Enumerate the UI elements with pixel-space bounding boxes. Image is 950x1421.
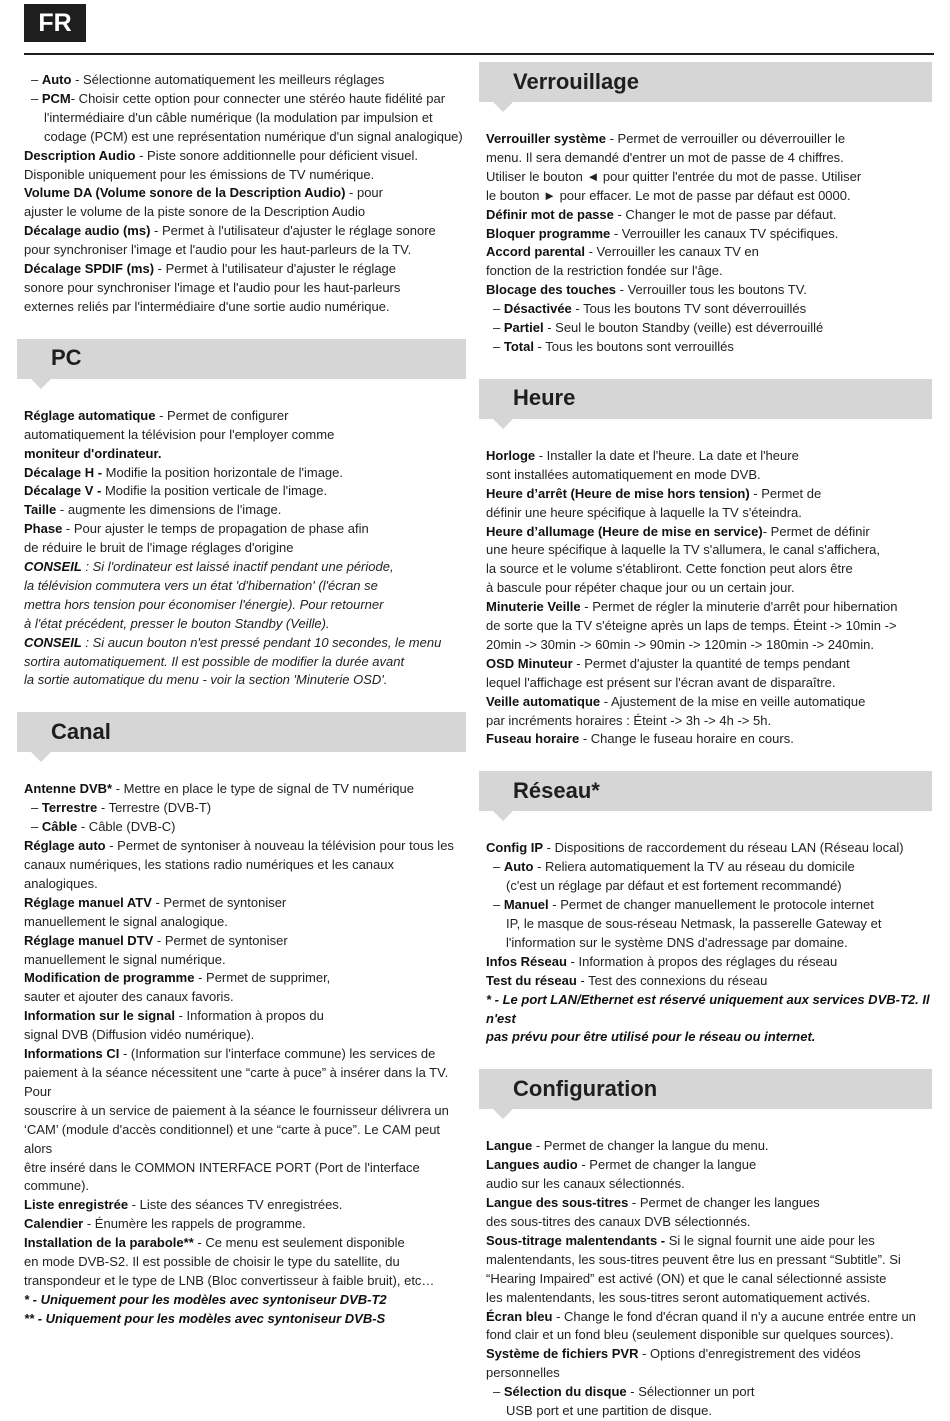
term-label: Total <box>503 338 534 354</box>
footnote: pas prévu pour être utilisé pour le réseau ou internet. <box>486 1029 816 1045</box>
term-label: Décalage H - <box>24 464 103 480</box>
description-text: - Ajustement de la mise en veille automatique <box>600 693 866 709</box>
text-line <box>24 1159 466 1197</box>
text-line <box>24 298 466 317</box>
description-text: l'information sur le système DNS d'adressage par domaine. <box>506 934 848 950</box>
term-label: Définir mot de passe <box>486 206 614 222</box>
footnote: * - Le port LAN/Ethernet est réservé uniquement aux services DVB-T2. Il n'est <box>486 991 930 1026</box>
description-text: mettra hors tension pour économiser l'énergie). Pour retourner <box>24 596 384 612</box>
text-line <box>24 671 466 690</box>
description-text: menu. Il sera demandé d'entrer un mot de passe de 4 chiffres. <box>486 149 844 165</box>
text-line <box>486 579 932 598</box>
canal-section <box>24 780 466 1328</box>
description-text: - Permet de <box>749 485 822 501</box>
text-line <box>24 166 466 185</box>
text-line <box>24 780 466 799</box>
text-line <box>24 426 466 445</box>
text-line <box>486 991 932 1029</box>
text-line <box>486 168 932 187</box>
text-line <box>24 1045 466 1064</box>
description-text: : Si l'ordinateur est laissé inactif pendant une période, <box>81 559 394 575</box>
description-text: paiement à la séance nécessitent une “carte à puce” à insérer dans la TV. Pour <box>24 1064 449 1099</box>
term-label: Minuterie Veille <box>486 599 581 615</box>
description-text: - Options d'enregistrement des vidéos personnelles <box>486 1346 861 1381</box>
description-text: - Verrouiller les canaux TV en <box>584 244 759 260</box>
text-line <box>486 877 932 896</box>
term-label: Langue des sous-titres <box>486 1195 629 1211</box>
term-label: Manuel <box>503 897 549 913</box>
text-line <box>24 1007 466 1026</box>
term-label: moniteur d'ordinateur. <box>24 445 162 461</box>
description-text: ajuster le volume de la piste sonore de la Description Audio <box>24 204 366 220</box>
text-line <box>24 128 466 147</box>
term-label: PCM <box>41 90 71 106</box>
text-line <box>486 730 932 749</box>
description-text: - Information à propos du <box>174 1008 324 1024</box>
right-column <box>486 62 932 1421</box>
description-text: - Information à propos des réglages du réseau <box>566 953 838 969</box>
description-text: - Permet de définir <box>762 523 870 539</box>
text-line <box>486 523 932 542</box>
section-banner-heure: Heure <box>479 379 932 419</box>
description-text: “Hearing Impaired” est activé (ON) et que le canal sélectionné assiste <box>486 1270 887 1286</box>
text-line <box>24 1291 466 1310</box>
list-item <box>24 818 466 837</box>
text-line <box>486 1213 932 1232</box>
description-text: une heure spécifique à laquelle la TV s'allumera, le canal s'affichera, <box>486 542 880 558</box>
term-label: Information sur le signal <box>24 1008 175 1024</box>
configuration-section <box>486 1137 932 1421</box>
term-label: OSD Minuteur <box>486 655 573 671</box>
description-text: - Tous les boutons sont verrouillés <box>533 338 734 354</box>
term-label: Taille <box>24 502 57 518</box>
description-text: - Liste des séances TV enregistrées. <box>128 1197 343 1213</box>
dash-bullet: – <box>493 859 504 875</box>
term-label: Partiel <box>503 320 544 336</box>
term-label: Sous-titrage malentendants - <box>486 1232 666 1248</box>
description-text: - augmente les dimensions de l'image. <box>56 502 282 518</box>
description-text: - Seul le bouton Standby (veille) est déverrouillé <box>543 320 824 336</box>
text-line <box>486 1156 932 1175</box>
text-line <box>24 596 466 615</box>
description-text: - Change le fuseau horaire en cours. <box>579 731 794 747</box>
term-label: Réglage auto <box>24 838 106 854</box>
list-item <box>486 1383 932 1402</box>
description-text: de sorte que la TV s'éteigne après un laps de temps. Éteint -> 10min -> <box>486 618 897 634</box>
text-line <box>24 501 466 520</box>
list-item <box>486 858 932 877</box>
term-label: Sélection du disque <box>503 1384 627 1400</box>
description-text: définir une heure spécifique à laquelle la TV s'éteindra. <box>486 504 802 520</box>
description-text: externes reliés par l'intermédiaire d'une sortie audio numérique. <box>24 298 390 314</box>
description-text: pour synchroniser l'image et l'audio pour les haut-parleurs de la TV. <box>24 242 412 258</box>
description-text: - Choisir cette option pour connecter une stéréo haute fidélité par <box>70 90 446 106</box>
term-label: Réglage manuel ATV <box>24 894 152 910</box>
list-item <box>24 799 466 818</box>
left-column <box>24 71 466 1329</box>
text-line <box>486 1232 932 1251</box>
description-text: de réduire le bruit de l'image réglages d'origine <box>24 540 294 556</box>
dash-bullet: – <box>493 301 504 317</box>
text-line <box>486 206 932 225</box>
text-line <box>486 953 932 972</box>
text-line <box>486 1175 932 1194</box>
term-label: Horloge <box>486 447 536 463</box>
section-banner-canal: Canal <box>17 712 466 752</box>
text-line <box>24 109 466 128</box>
description-text: - Verrouiller tous les boutons TV. <box>616 282 807 298</box>
text-line <box>24 951 466 970</box>
description-text: audio sur les canaux sélectionnés. <box>486 1176 685 1192</box>
list-item <box>486 319 932 338</box>
dash-bullet: – <box>31 90 42 106</box>
description-text: Modifie la position verticale de l'image. <box>101 483 328 499</box>
description-text: Disponible uniquement pour les émissions de TV numérique. <box>24 166 375 182</box>
term-label: Réglage automatique <box>24 407 156 423</box>
section-banner-reseau: Réseau* <box>479 771 932 811</box>
text-line <box>24 147 466 166</box>
term-label: Langue <box>486 1138 533 1154</box>
text-line <box>24 520 466 539</box>
description-text: l'intermédiaire d'un câble numérique (la modulation par impulsion et <box>44 109 433 125</box>
text-line <box>24 1272 466 1291</box>
description-text: - Sélectionner un port <box>626 1384 755 1400</box>
list-item <box>486 338 932 357</box>
dash-bullet: – <box>31 72 42 87</box>
text-line <box>24 1121 466 1159</box>
text-line <box>486 1345 932 1383</box>
description-text: Utiliser le bouton ◄ pour quitter l'entrée du mot de passe. Utiliser <box>486 168 862 184</box>
term-label: CONSEIL <box>24 559 82 575</box>
text-line <box>486 504 932 523</box>
text-line <box>24 932 466 951</box>
description-text: USB port et une partition de disque. <box>506 1403 712 1419</box>
description-text: - Câble (DVB-C) <box>77 819 176 835</box>
text-line <box>486 466 932 485</box>
description-text: la télévision commutera vers un état 'd'hibernation' (l'écran se <box>24 577 378 593</box>
description-text: la sortie automatique du menu - voir la section 'Minuterie OSD'. <box>24 672 388 688</box>
text-line <box>486 712 932 731</box>
term-label: Modification de programme <box>24 970 195 986</box>
text-line <box>486 693 932 712</box>
text-line <box>486 130 932 149</box>
term-label: Test du réseau <box>486 972 577 988</box>
list-item <box>486 300 932 319</box>
description-text: codage (PCM) est une représentation numérique d'un signal analogique) <box>44 128 463 144</box>
text-line <box>24 577 466 596</box>
text-line <box>486 617 932 636</box>
description-text: à l'état précédent, presser le bouton Standby (Veille). <box>24 615 330 631</box>
text-line <box>24 634 466 653</box>
text-line <box>24 184 466 203</box>
term-label: Blocage des touches <box>486 282 617 298</box>
text-line <box>24 445 466 464</box>
description-text: ‘CAM’ (module d'accès conditionnel) et une “carte à puce”. Le CAM peut alors <box>24 1121 441 1156</box>
term-label: Config IP <box>486 840 544 856</box>
term-label: Installation de la parabole** <box>24 1235 194 1251</box>
text-line <box>486 934 932 953</box>
text-line <box>24 856 466 894</box>
list-item <box>24 90 466 109</box>
text-line <box>24 894 466 913</box>
text-line <box>24 615 466 634</box>
text-line <box>486 1289 932 1308</box>
description-text: - Permet d'ajuster la quantité de temps pendant <box>572 655 850 671</box>
term-label: Informations CI <box>24 1046 120 1062</box>
description-text: - Verrouiller les canaux TV spécifiques. <box>610 225 839 241</box>
text-line <box>486 541 932 560</box>
term-label: Volume DA (Volume sonore de la Description Audio) <box>24 185 346 201</box>
term-label: Langues audio <box>486 1157 578 1173</box>
description-text: le bouton ► pour effacer. Le mot de passe par défaut est 0000. <box>486 187 851 203</box>
term-label: Désactivée <box>503 301 572 317</box>
term-label: Infos Réseau <box>486 953 567 969</box>
text-line <box>486 1270 932 1289</box>
term-label: Écran bleu <box>486 1308 553 1324</box>
text-line <box>486 1402 932 1421</box>
list-item <box>24 71 466 90</box>
dash-bullet: – <box>493 897 504 913</box>
text-line <box>24 653 466 672</box>
language-badge: FR <box>24 4 86 42</box>
description-text: - Ce menu est seulement disponible <box>193 1235 405 1251</box>
term-label: Décalage V - <box>24 483 102 499</box>
description-text: (c'est un réglage par défaut et est fortement recommandé) <box>506 878 842 894</box>
term-label: Fuseau horaire <box>486 731 580 747</box>
text-line <box>486 560 932 579</box>
description-text: sauter et ajouter des canaux favoris. <box>24 989 234 1005</box>
dash-bullet: – <box>31 800 42 816</box>
text-line <box>486 149 932 168</box>
text-line <box>24 464 466 483</box>
description-text: en mode DVB-S2. Il est possible de choisir le type du satellite, du <box>24 1254 400 1270</box>
term-label: Liste enregistrée <box>24 1197 129 1213</box>
term-label: Verrouiller système <box>486 131 606 146</box>
text-line <box>24 222 466 241</box>
description-text: - Permet de verrouiller ou déverrouiller le <box>605 131 846 146</box>
dash-bullet: – <box>493 1384 504 1400</box>
description-text: signal DVB (Diffusion vidéo numérique). <box>24 1027 255 1043</box>
description-text: fonction de la restriction fondée sur l'âge. <box>486 263 723 279</box>
term-label: Bloquer programme <box>486 225 611 241</box>
description-text: IP, le masque de sous-réseau Netmask, la passerelle Gateway et <box>506 916 882 931</box>
description-text: - Tous les boutons TV sont déverrouillés <box>571 301 807 317</box>
footnote: ** - Uniquement pour les modèles avec syntoniseur DVB-S <box>24 1310 386 1326</box>
description-text: - Permet de changer les langues <box>628 1195 820 1211</box>
description-text: - Dispositions de raccordement du réseau LAN (Réseau local) <box>543 840 904 856</box>
description-text: - Mettre en place le type de signal de TV numérique <box>112 781 414 797</box>
text-line <box>486 1251 932 1270</box>
text-line <box>486 243 932 262</box>
text-line <box>486 225 932 244</box>
description-text: manuellement le signal analogique. <box>24 913 228 929</box>
text-line <box>486 262 932 281</box>
description-text: - Permet de syntoniser <box>151 894 287 910</box>
section-banner-verrouillage: Verrouillage <box>479 62 932 102</box>
term-label: Réglage manuel DTV <box>24 932 154 948</box>
description-text: sortira automatiquement. Il est possible de modifier la durée avant <box>24 653 405 669</box>
description-text: des sous-titres des canaux DVB sélectionnés. <box>486 1213 751 1229</box>
text-line <box>24 279 466 298</box>
list-item <box>486 896 932 915</box>
description-text: fond clair et un fond bleu (seulement disponible sur quelques sources). <box>486 1327 894 1343</box>
term-label: Décalage audio (ms) <box>24 223 151 239</box>
description-text: - Permet de changer la langue du menu. <box>532 1138 769 1154</box>
term-label: Auto <box>503 859 534 875</box>
description-text: Si le signal fournit une aide pour les <box>665 1232 875 1248</box>
text-line <box>24 1196 466 1215</box>
text-line <box>24 1102 466 1121</box>
description-text: 20min -> 30min -> 60min -> 90min -> 120min -> 180min -> 240min. <box>486 636 875 652</box>
term-label: Calendier <box>24 1216 84 1232</box>
text-line <box>486 1028 932 1047</box>
heure-section <box>486 447 932 750</box>
text-line <box>24 1310 466 1329</box>
section-banner-pc: PC <box>17 339 466 379</box>
description-text: - Permet de changer la langue <box>577 1157 757 1173</box>
description-text: à bascule pour répéter chaque jour ou un certain jour. <box>486 580 795 596</box>
description-text: souscrire à un service de paiement à la séance le fournisseur délivrera un <box>24 1102 449 1118</box>
description-text: - Test des connexions du réseau <box>576 972 768 988</box>
description-text: lequel l'affichage est présent sur l'écran avant de disparaître. <box>486 674 836 690</box>
description-text: - Reliera automatiquement la TV au réseau du domicile <box>533 859 855 875</box>
term-label: Antenne DVB* <box>24 781 113 797</box>
text-line <box>24 1234 466 1253</box>
section-banner-configuration: Configuration <box>479 1069 932 1109</box>
pc-section <box>24 407 466 691</box>
description-text: sonore pour synchroniser l'image et l'audio pour les haut-parleurs <box>24 279 401 295</box>
description-text: - pour <box>345 185 383 201</box>
description-text: - Permet à l'utilisateur d'ajuster le réglage sonore <box>150 223 436 239</box>
description-text: la source et le volume s'établiront. Cette fonction peut alors être <box>486 561 853 577</box>
description-text: être inséré dans le COMMON INTERFACE PORT (Port de l'interface commune). <box>24 1159 420 1194</box>
description-text: - Changer le mot de passe par défaut. <box>613 206 837 222</box>
dash-bullet: – <box>493 320 504 336</box>
top-rule <box>24 53 934 55</box>
text-line <box>486 636 932 655</box>
description-text: - Permet de changer manuellement le protocole internet <box>548 897 874 913</box>
text-line <box>486 972 932 991</box>
description-text: malentendants, les sous-titres peuvent être lus en pressant “Subtitle”. Si <box>486 1251 901 1267</box>
text-line <box>486 1308 932 1327</box>
description-text: - Change le fond d'écran quand il n'y a aucune entrée entre un <box>552 1308 916 1324</box>
text-line <box>24 913 466 932</box>
description-text: - (Information sur l'interface commune) les services de <box>119 1046 436 1062</box>
description-text: automatiquement la télévision pour l'employer comme <box>24 426 335 442</box>
term-label: Système de fichiers PVR <box>486 1346 639 1362</box>
verrouillage-section <box>486 130 932 357</box>
description-text: - Permet de syntoniser à nouveau la télévision pour tous les <box>105 838 454 854</box>
term-label: Accord parental <box>486 244 585 260</box>
text-line <box>486 447 932 466</box>
description-text: - Piste sonore additionnelle pour déficient visuel. <box>135 147 419 163</box>
text-line <box>486 839 932 858</box>
text-line <box>486 1194 932 1213</box>
text-line <box>24 969 466 988</box>
description-text: - Énumère les rappels de programme. <box>83 1216 306 1232</box>
text-line <box>486 1137 932 1156</box>
text-line <box>24 482 466 501</box>
term-label: Phase <box>24 521 63 537</box>
term-label: Description Audio <box>24 147 136 163</box>
text-line <box>486 1326 932 1345</box>
description-text: - Terrestre (DVB-T) <box>97 800 212 816</box>
description-text: - Permet de supprimer, <box>194 970 331 986</box>
description-text: - Pour ajuster le temps de propagation de phase afin <box>62 521 369 537</box>
text-line <box>24 1064 466 1102</box>
term-label: Veille automatique <box>486 693 601 709</box>
term-label: CONSEIL <box>24 634 82 650</box>
text-line <box>486 187 932 206</box>
text-line <box>24 203 466 222</box>
description-text: - Permet à l'utilisateur d'ajuster le réglage <box>154 261 397 277</box>
dash-bullet: – <box>493 338 504 354</box>
description-text: - Permet de syntoniser <box>153 932 288 948</box>
text-line <box>24 407 466 426</box>
description-text: - Permet de régler la minuterie d'arrêt pour hibernation <box>580 599 898 615</box>
term-label: Câble <box>41 819 78 835</box>
text-line <box>486 655 932 674</box>
description-text: Modifie la position horizontale de l'image. <box>102 464 343 480</box>
text-line <box>24 988 466 1007</box>
description-text: canaux numériques, les stations radio numériques et les canaux analogiques. <box>24 857 394 891</box>
text-line <box>486 915 932 934</box>
text-line <box>24 1253 466 1272</box>
dash-bullet: – <box>31 819 42 835</box>
text-line <box>24 241 466 260</box>
text-line <box>24 1215 466 1234</box>
text-line <box>486 281 932 300</box>
text-line <box>24 837 466 856</box>
text-line <box>24 539 466 558</box>
description-text: - Installer la date et l'heure. La date et l'heure <box>535 447 799 463</box>
text-line <box>24 1026 466 1045</box>
description-text: manuellement le signal numérique. <box>24 951 226 967</box>
term-label: Auto <box>41 72 72 87</box>
description-text: par incréments horaires : Éteint -> 3h -> 4h -> 5h. <box>486 712 772 728</box>
term-label: Décalage SPDIF (ms) <box>24 261 155 277</box>
description-text: : Si aucun bouton n'est pressé pendant 10 secondes, le menu <box>81 634 442 650</box>
term-label: Terrestre <box>41 800 98 816</box>
term-label: Heure d’allumage (Heure de mise en service) <box>486 523 763 539</box>
footnote: * - Uniquement pour les modèles avec syntoniseur DVB-T2 <box>24 1291 387 1307</box>
term-label: Heure d’arrêt (Heure de mise hors tension) <box>486 485 750 501</box>
audio-section <box>24 71 466 317</box>
text-line <box>486 485 932 504</box>
description-text: - Sélectionne automatiquement les meilleurs réglages <box>71 72 385 87</box>
reseau-section <box>486 839 932 1047</box>
description-text: sont installées automatiquement en mode DVB. <box>486 466 761 482</box>
text-line <box>486 598 932 617</box>
text-line <box>24 558 466 577</box>
description-text: - Permet de configurer <box>155 407 289 423</box>
text-line <box>24 260 466 279</box>
description-text: les malentendants, les sous-titres seront automatiquement activés. <box>486 1289 871 1305</box>
text-line <box>486 674 932 693</box>
description-text: transpondeur et le type de LNB (Bloc convertisseur à faible bruit), etc… <box>24 1272 435 1288</box>
